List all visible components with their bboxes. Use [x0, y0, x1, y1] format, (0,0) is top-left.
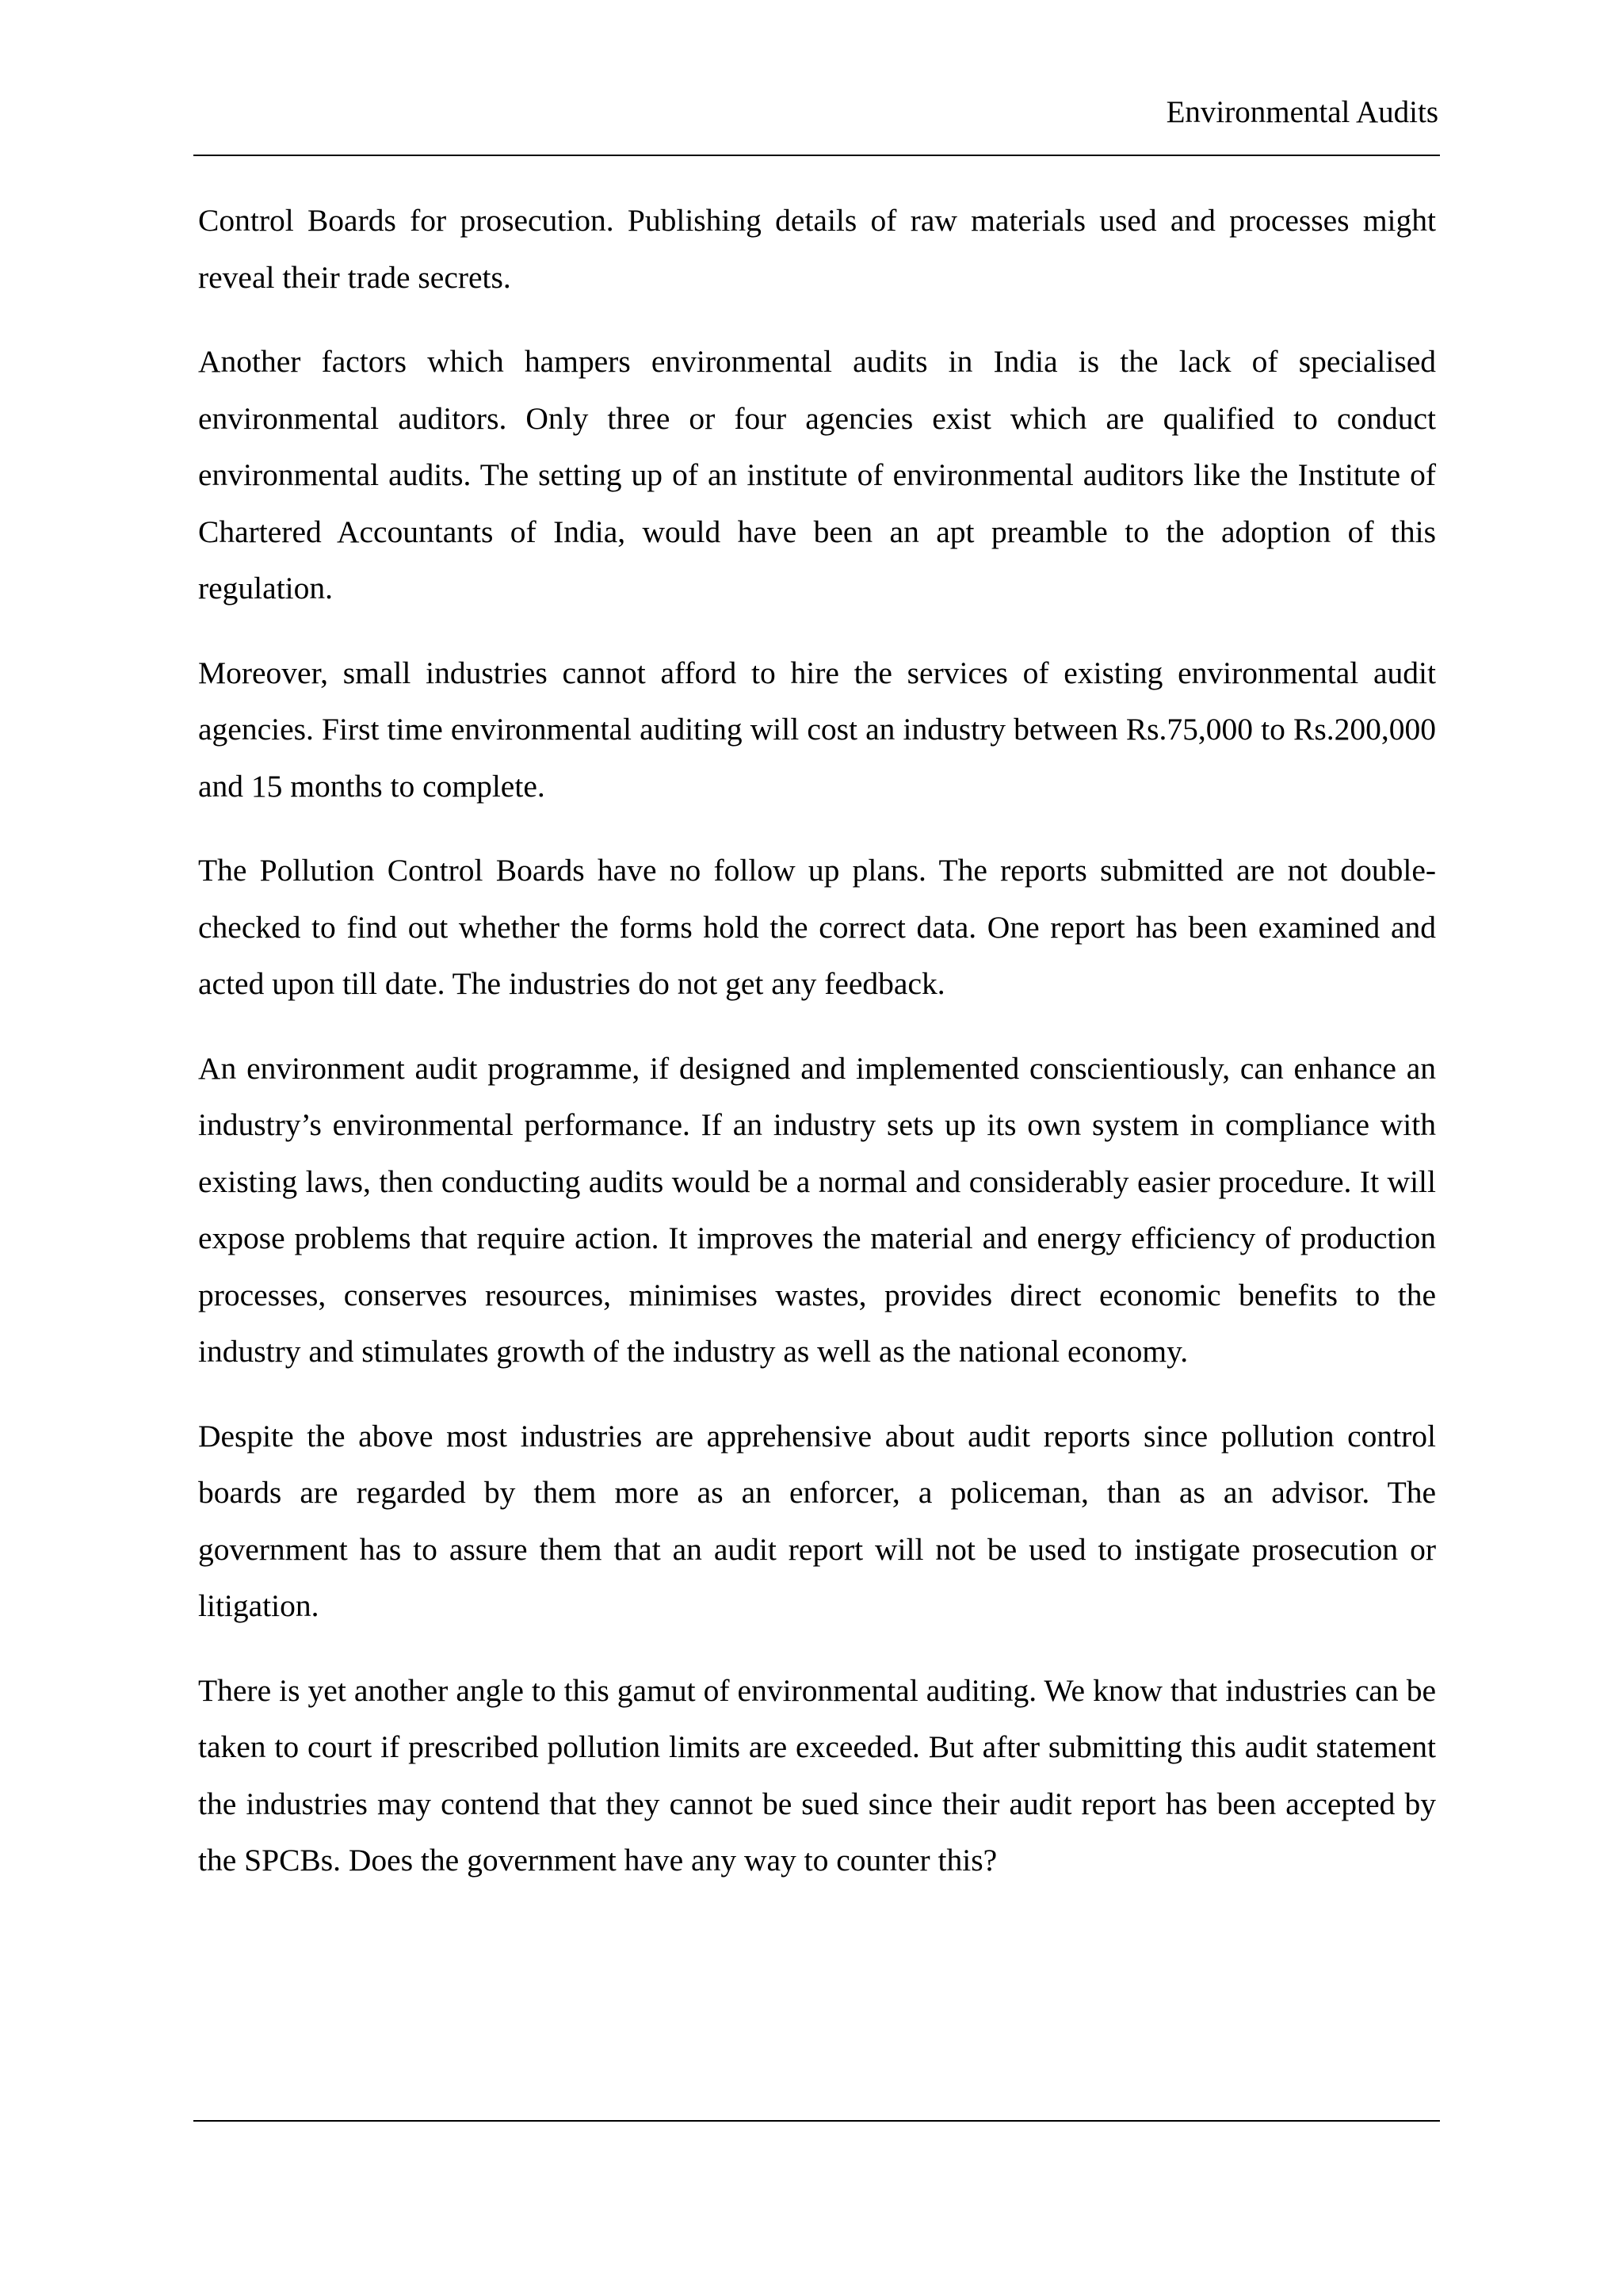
paragraph: An environment audit programme, if designed and implemented conscientiously, can enhance an industry’s environmental performance. If an industry sets up its own system in compliance with existing laws, then conducting audits would be a normal and considerably easier procedure. It will expose problems that require action. It improves the material and energy efficiency of production processes, conserves resources, minimises wastes, provides direct economic benefits to the industry and stimulates growth of the industry as well as the national economy. — [198, 1050, 1436, 1369]
paragraph: Moreover, small industries cannot afford to hire the services of existing environmental audit agencies. First time environmental auditing will cost an industry between Rs.75,000 to Rs.200,000 and 15 months to complete. — [198, 655, 1436, 804]
header-divider — [193, 155, 1440, 156]
paragraph: Another factors which hampers environmental audits in India is the lack of specialised environmental auditors. Only three or four agencies exist which are qualified to conduct environmental audits. The setting up of an institute of environmental auditors like the Institute of Chartered Accountants of India, would have been an apt preamble to the adoption of this regulation. — [198, 344, 1436, 606]
paragraph: The Pollution Control Boards have no follow up plans. The reports submitted are not double-checked to find out whether the forms hold the correct data. One report has been examined and acted upon till date. The industries do not get any feedback. — [198, 853, 1436, 1001]
paragraph: Control Boards for prosecution. Publishing details of raw materials used and processes might reveal their trade secrets. — [198, 203, 1436, 295]
body-text — [198, 193, 1436, 1917]
running-header: Environmental Audits — [1166, 95, 1438, 129]
paragraph: There is yet another angle to this gamut of environmental auditing. We know that industries can be taken to court if prescribed pollution limits are exceeded. But after submitting this audit statement the industries may contend that they cannot be sued since their audit report has been accepted by the SPCBs. Does the government have any way to counter this? — [198, 1672, 1436, 1878]
footer-divider — [193, 2120, 1440, 2122]
paragraph: Despite the above most industries are apprehensive about audit reports since pollution control boards are regarded by them more as an enforcer, a policeman, than as an advisor. The government has to assure them that an audit report will not be used to instigate prosecution or litigation. — [198, 1418, 1436, 1623]
